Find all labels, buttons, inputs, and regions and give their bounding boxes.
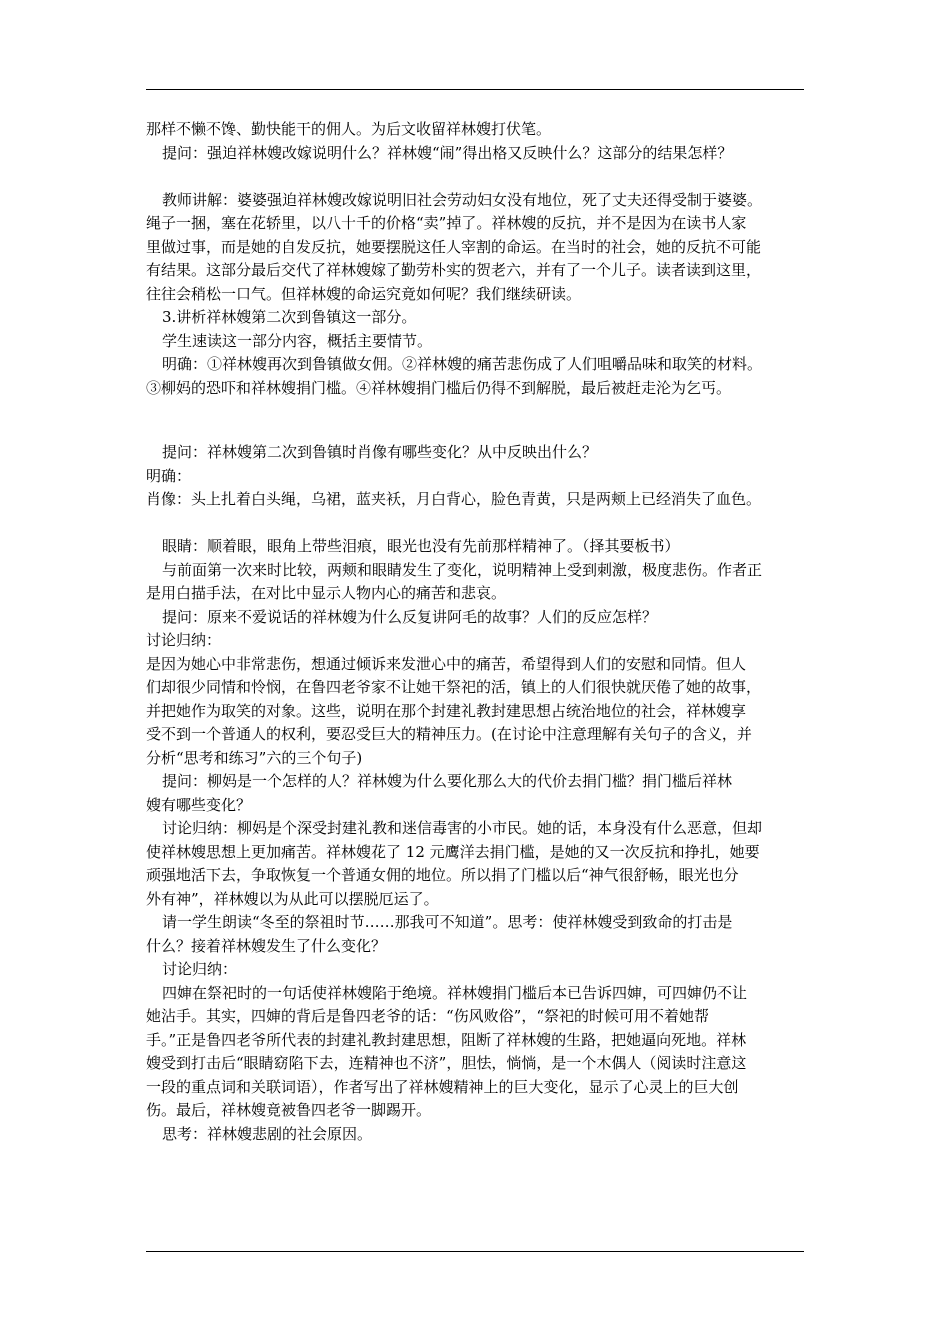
paragraph	[146, 817, 820, 911]
paragraph	[146, 488, 820, 512]
text-line: 提问：祥林嫂第二次到鲁镇时肖像有哪些变化？从中反映出什么？	[162, 443, 598, 461]
paragraph	[146, 653, 820, 771]
paragraph	[146, 306, 820, 330]
text-line: 使祥林嫂思想上更加痛苦。祥林嫂花了 12 元鹰洋去捐门槛，是她的又一次反抗和挣扎，她要	[146, 842, 760, 861]
paragraph	[146, 142, 820, 166]
text-line: 受不到一个普通人的权利，要忍受巨大的精神压力。(在讨论中注意理解有关句子的含义，并	[146, 725, 752, 743]
footer-rule	[146, 1251, 804, 1252]
text-line: 是因为她心中非常悲伤，想通过倾诉来发泄心中的痛苦，希望得到人们的安慰和同情。但人	[146, 654, 747, 673]
paragraph	[146, 629, 820, 653]
paragraph	[146, 958, 820, 982]
text-line: 里做过事，而是她的自发反抗，她要摆脱这任人宰割的命运。在当时的社会，她的反抗不可能	[146, 237, 762, 256]
paragraph	[146, 982, 820, 1123]
text-line: 她沾手。其实，四婶的背后是鲁四老爷的话：“伤风败俗”，“祭祀的时候可用不着她帮	[146, 1007, 710, 1025]
text-line: 手。”正是鲁四老爷所代表的封建礼教封建思想，阻断了祥林嫂的生路，把她逼向死地。祥林	[146, 1030, 747, 1049]
paragraph	[146, 770, 820, 817]
text-line: 顽强地活下去，争取恢复一个普通女佣的地位。所以捐了门槛以后“神气很舒畅，眼光也分	[146, 866, 739, 884]
text-line: 那样不懒不馋、勤快能干的佣人。为后文收留祥林嫂打伏笔。	[146, 120, 552, 138]
text-line: 眼睛：顺着眼，眼角上带些泪痕，眼光也没有先前那样精神了。（择其要板书）	[162, 537, 680, 555]
paragraph-spacer	[146, 400, 820, 441]
paragraph	[146, 441, 820, 465]
paragraph	[146, 330, 820, 354]
text-line: 四婶在祭祀时的一句话使祥林嫂陷于绝境。祥林嫂捐门槛后本已告诉四婶，可四婶仍不让	[162, 983, 748, 1002]
text-line: 讨论归纳：	[162, 960, 238, 978]
header-rule	[146, 89, 804, 90]
text-line: 学生速读这一部分内容，概括主要情节。	[162, 331, 433, 350]
text-line: 讨论归纳：	[146, 631, 222, 649]
paragraph	[146, 535, 820, 559]
text-line: 有结果。这部分最后交代了祥林嫂嫁了勤劳朴实的贺老六，并有了一个儿子。读者读到这里，	[146, 261, 762, 279]
text-line: 嫂受到打击后“眼睛窈陷下去，连精神也不济”，胆怯，惝惝，是一个木偶人（阅读时注意这	[146, 1054, 747, 1072]
text-line: 教师讲解：婆婆强迫祥林嫂改嫁说明旧社会劳动妇女没有地位，死了丈夫还得受制于婆婆。	[162, 190, 763, 209]
text-line: 是用白描手法，在对比中显示人物内心的痛苦和悲哀。	[146, 584, 507, 602]
text-line: 们却很少同情和怜悯，在鲁四老爷家不让她干祭祀的活，镇上的人们很快就厌倦了她的故事，	[146, 678, 762, 696]
paragraph	[146, 606, 820, 630]
text-line: 伤。最后，祥林嫂竟被鲁四老爷一脚踢开。	[146, 1101, 432, 1119]
paragraph	[146, 353, 820, 400]
paragraph	[146, 1123, 820, 1147]
text-line: 往往会稍松一口气。但祥林嫂的命运究竟如何呢？我们继续研读。	[146, 284, 582, 303]
text-line: 思考：祥林嫂悲剧的社会原因。	[162, 1124, 373, 1143]
text-line: 明确：①祥林嫂再次到鲁镇做女佣。②祥林嫂的痛苦悲伤成了人们咀嚼品味和取笑的材料。	[162, 355, 763, 373]
text-line: 肖像：头上扎着白头绳，乌裙，蓝夹袄，月白背心，脸色青黄，只是两颊上已经消失了血色。	[146, 490, 762, 508]
paragraph	[146, 559, 820, 606]
document-body	[146, 118, 820, 1146]
paragraph	[146, 911, 820, 958]
text-line: 明确：	[146, 466, 192, 485]
paragraph	[146, 189, 820, 307]
text-line: 绳子一捆，塞在花轿里，以八十千的价格“卖”掉了。祥林嫂的反抗，并不是因为在读书人家	[146, 214, 747, 232]
paragraph	[146, 465, 820, 489]
text-line: 什么？接着祥林嫂发生了什么变化？	[146, 936, 387, 955]
text-line: 讨论归纳：柳妈是个深受封建礼教和迷信毒害的小市民。她的话，本身没有什么恶意，但却	[162, 819, 763, 837]
text-line: 分析“思考和练习”六的三个句子)	[146, 748, 363, 767]
text-line: 并把她作为取笑的对象。这些，说明在那个封建礼教封建思想占统治地位的社会，祥林嫂享	[146, 701, 747, 720]
paragraph-spacer	[146, 512, 820, 536]
text-line: 请一学生朗读“冬至的祭祖时节……那我可不知道”。思考：使祥林嫂受到致命的打击是	[162, 913, 733, 931]
text-line: 外有神”，祥林嫂以为从此可以摆脱厄运了。	[146, 889, 439, 908]
text-line: 提问：柳妈是一个怎样的人？祥林嫂为什么要化那么大的代价去捐门槛？捐门槛后祥林	[162, 772, 733, 790]
paragraph-spacer	[146, 165, 820, 189]
text-line: 与前面第一次来时比较，两颊和眼睛发生了变化，说明精神上受到刺激，极度悲伤。作者正	[162, 560, 763, 579]
text-line: ③柳妈的恐吓和祥林嫂捐门槛。④祥林嫂捐门槛后仍得不到解脱，最后被赶走沦为乞丐。	[146, 378, 732, 397]
text-line: 提问：原来不爱说话的祥林嫂为什么反复讲阿毛的故事？人们的反应怎样？	[162, 607, 658, 626]
text-line: 一段的重点词和关联词语），作者写出了祥林嫂精神上的巨大变化，显示了心灵上的巨大创	[146, 1077, 739, 1096]
text-line: 3.讲析祥林嫂第二次到鲁镇这一部分。	[162, 308, 417, 326]
paragraph	[146, 118, 820, 142]
text-line: 嫂有哪些变化？	[146, 795, 252, 814]
text-line: 提问：强迫祥林嫂改嫁说明什么？祥林嫂“闹”得出格又反映什么？这部分的结果怎样？	[162, 143, 733, 162]
